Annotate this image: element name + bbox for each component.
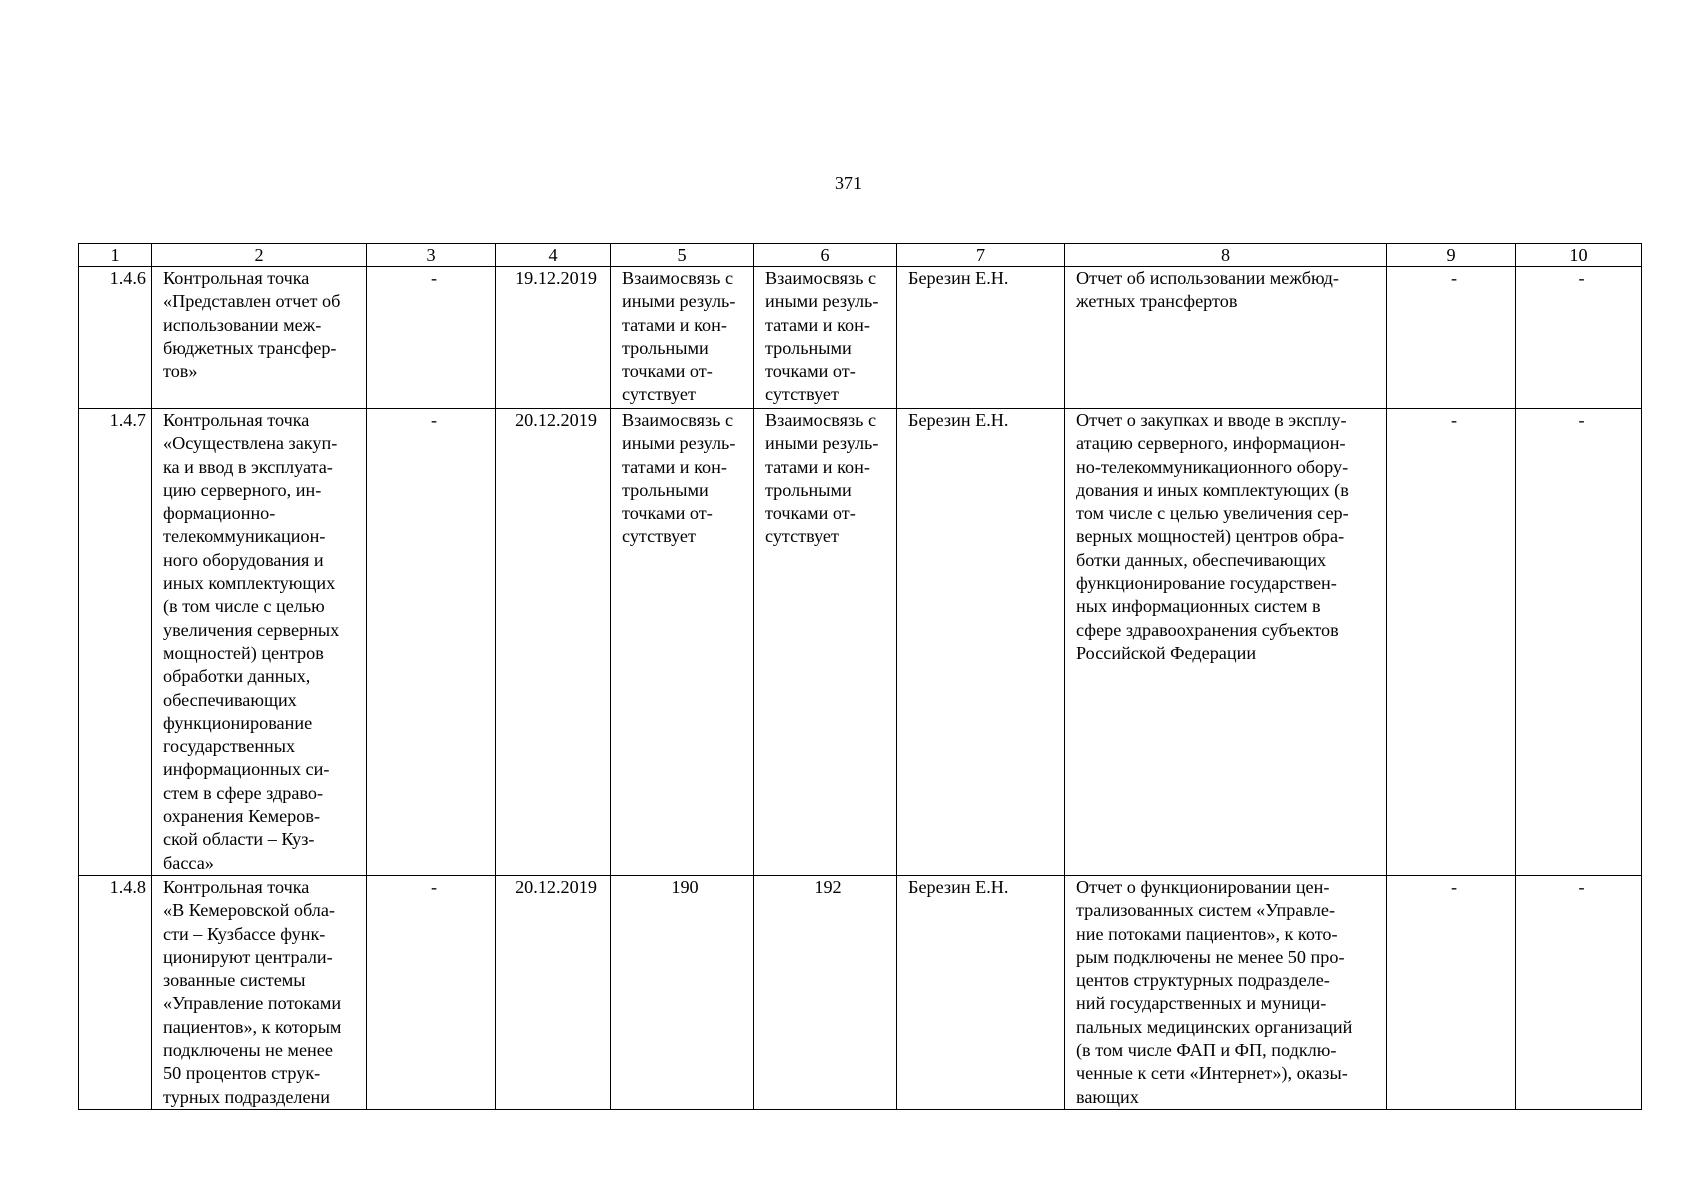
header-cell: 7 xyxy=(897,244,1065,267)
column-5-text: Взаимосвязь с иными резуль- татами и кон- трольными точками от- сутствует xyxy=(622,268,736,405)
header-cell: 4 xyxy=(496,244,611,267)
header-cell: 6 xyxy=(754,244,897,267)
control-point-title xyxy=(152,409,367,876)
column-3-value: - xyxy=(367,267,496,409)
column-5-text: Взаимосвязь с иными резуль- татами и кон- трольными точками от- сутствует xyxy=(622,410,736,547)
column-3-value: - xyxy=(367,875,496,1109)
report-document-text: Отчет о закупках и вводе в эксплу- атацию серверного, информацион- но-телекоммуникационного обору- дования и иных комплектующих (в том числе с целью увеличения сер- верных мощностей) центров обра- ботки данных, обеспечивающих функционирование государствен- ных информационных систем в сфере здравоохранения субъектов Российской Федерации xyxy=(1076,410,1349,663)
row-number: 1.4.6 xyxy=(79,267,152,409)
column-9-value: - xyxy=(1387,875,1516,1109)
report-document xyxy=(1065,267,1387,409)
column-6-text: Взаимосвязь с иными резуль- татами и кон- трольными точками от- сутствует xyxy=(765,268,879,405)
column-5-value xyxy=(611,409,754,876)
control-points-table xyxy=(78,243,1642,1110)
header-cell: 10 xyxy=(1516,244,1642,267)
header-cell: 3 xyxy=(367,244,496,267)
row-number: 1.4.8 xyxy=(79,875,152,1109)
column-9-value: - xyxy=(1387,267,1516,409)
control-point-title-text: Контрольная точка «В Кемеровской обла- сти – Кузбассе функ- ционируют централи- зованные системы «Управление потоками пациентов», к которым подключены не менее 50 процентов струк- турных подразделени xyxy=(163,876,342,1107)
completion-date: 20.12.2019 xyxy=(496,409,611,876)
control-point-title xyxy=(152,875,367,1109)
responsible-person: Березин Е.Н. xyxy=(897,409,1065,876)
column-6-value xyxy=(754,409,897,876)
column-5-value: 190 xyxy=(611,875,754,1109)
report-document xyxy=(1065,875,1387,1109)
column-3-value: - xyxy=(367,409,496,876)
page-number: 371 xyxy=(835,173,862,193)
column-6-text: Взаимосвязь с иными резуль- татами и кон- трольными точками от- сутствует xyxy=(765,410,879,547)
completion-date: 20.12.2019 xyxy=(496,875,611,1109)
header-cell: 9 xyxy=(1387,244,1516,267)
control-point-title xyxy=(152,267,367,409)
report-document-text: Отчет о функционировании цен- трализованных систем «Управле- ние потоками пациентов», к кото- рым подключены не менее 50 про- центов структурных подразделе- ний государственных и муници- пальных медицинских организаций (в том числе ФАП и ФП, подклю- ченные к сети «Интернет»), оказы- вающих xyxy=(1076,876,1353,1107)
table-row xyxy=(79,875,1642,1109)
table-header-row xyxy=(79,244,1642,267)
header-cell: 5 xyxy=(611,244,754,267)
column-5-value xyxy=(611,267,754,409)
column-10-value: - xyxy=(1516,409,1642,876)
control-point-title-text: Контрольная точка «Представлен отчет об использовании меж- бюджетных трансфер- тов» xyxy=(163,268,341,382)
responsible-person: Березин Е.Н. xyxy=(897,267,1065,409)
report-document-text: Отчет об использовании межбюд- жетных трансфертов xyxy=(1076,268,1339,312)
header-cell: 2 xyxy=(152,244,367,267)
header-cell: 8 xyxy=(1065,244,1387,267)
column-6-value xyxy=(754,267,897,409)
row-number: 1.4.7 xyxy=(79,409,152,876)
responsible-person: Березин Е.Н. xyxy=(897,875,1065,1109)
report-document xyxy=(1065,409,1387,876)
table-row xyxy=(79,267,1642,409)
column-10-value: - xyxy=(1516,267,1642,409)
column-10-value: - xyxy=(1516,875,1642,1109)
column-9-value: - xyxy=(1387,409,1516,876)
control-point-title-text: Контрольная точка «Осуществлена закуп- ка и ввод в эксплуата- цию серверного, ин- формационно- телекоммуникацион- ного оборудования и иных комплектующих (в том числе с целью увеличения серверных мощностей) центров обработки данных, обеспечивающих функционирование государственных информационных си- стем в сфере здраво- охранения Кемеров- ской области – Куз- басса» xyxy=(163,410,340,873)
completion-date: 19.12.2019 xyxy=(496,267,611,409)
column-6-value: 192 xyxy=(754,875,897,1109)
header-cell: 1 xyxy=(79,244,152,267)
table-row xyxy=(79,409,1642,876)
